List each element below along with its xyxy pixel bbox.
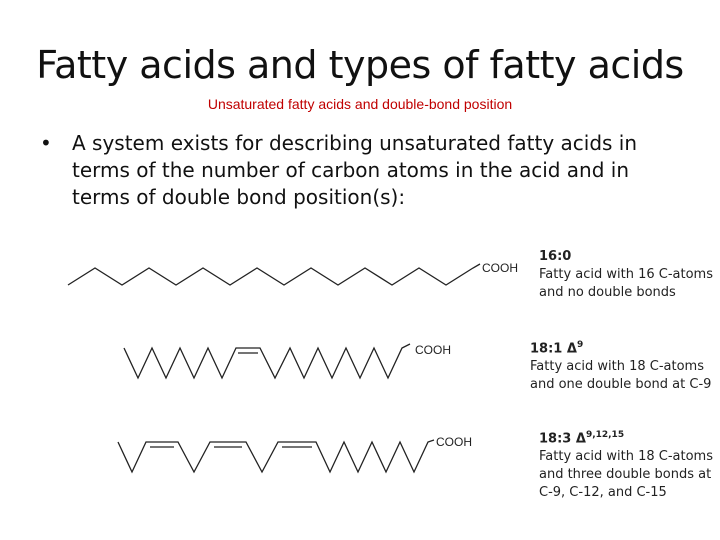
caption-18-3 [539,426,713,502]
cooh-label-3: COOH [436,435,472,449]
structure-18-3 [118,435,472,472]
double-bond-positions: 9 [576,340,584,350]
cooh-label-1: COOH [482,261,518,275]
caption-18-1-line1: Fatty acid with 18 C-atoms [530,359,704,375]
slide-subtitle: Unsaturated fatty acids and double-bond position [207,96,513,112]
notation-16-0: 16:0 [539,249,572,264]
delta-symbol: Δ [566,341,577,357]
cooh-label-2: COOH [415,343,451,357]
caption-16-0-line1: Fatty acid with 16 C-atoms [539,267,713,282]
bullet-marker: • [40,131,52,155]
double-bond-positions: 9,12,15 [585,430,625,440]
slide-title: Fatty acids and types of fatty acids [36,43,684,87]
caption-18-1 [530,336,711,394]
caption-18-1-line2: and one double bond at C-9 [530,377,712,393]
polyunsaturated-chain [118,440,434,472]
monounsaturated-chain [124,344,410,378]
delta-symbol: Δ [575,431,586,447]
caption-18-3-line2: and three double bonds at [539,467,712,483]
structure-18-1 [124,343,451,378]
caption-16-0 [539,248,713,302]
caption-16-0-line2: and no double bonds [539,285,676,300]
caption-18-3-line3: C-9, C-12, and C-15 [539,485,667,501]
bullet-text: A system exists for describing unsaturated fatty acids in terms of the number of carbon atoms in the acid and in terms of double bond position(s): [72,131,638,209]
notation-18-3: 18:3 Δ$^{9,12,15}$ [539,430,625,447]
saturated-chain [68,264,480,285]
notation-18-1: 18:1 $\Delta^9$ [530,340,584,357]
caption-18-3-line1: Fatty acid with 18 C-atoms [539,449,713,465]
structure-16-0 [68,261,518,285]
